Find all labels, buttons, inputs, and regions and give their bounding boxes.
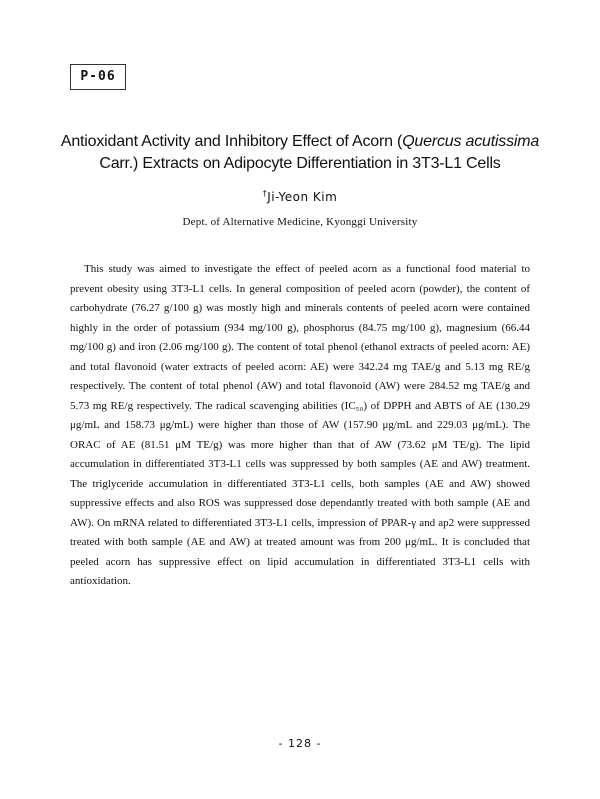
title-line2: Carr.) Extracts on Adipocyte Differentiation in 3T3-L1 Cells xyxy=(99,155,501,172)
author-line xyxy=(150,188,450,206)
poster-code-box xyxy=(70,64,126,90)
abstract-body: This study was aimed to investigate the effect of peeled acorn as a functional food material to prevent obesity using 3T3-L1 cells. In general composition of peeled acorn (powder), the content of carbohydrate (76.27 g/100 g) was mostly high and minerals contents of peeled acorn were contained highly in the order of potassium (934 mg/100 g), phosphorus (84.75 mg/100 g), magnesium (66.44 mg/100 g) and iron (2.06 mg/100 g). The content of total phenol (ethanol extracts of peeled acorn: AE) and total flavonoid (water extracts of peeled acorn: AE) were 342.24 mg TAE/g and 5.13 mg RE/g respectively. The content of total phenol (AW) and total flavonoid (AW) were 284.52 mg TAE/g and 5.73 mg RE/g respectively. The radical scavenging abilities (IC₅₀) of DPPH and ABTS of AE (130.29 μg/mL and 158.73 μg/mL) were higher than those of AW (157.90 μg/mL and 229.03 μg/mL). The ORAC of AE (81.51 μM TE/g) was more higher than that of AW (73.62 μM TE/g). The lipid accumulation in differentiated 3T3-L1 cells was suppressed by both samples (AE and AW) treatment. The triglyceride accumulation in differentiated 3T3-L1 cells, both samples (AE and AW) showed suppressive effects and also ROS was suppressed dose dependantly treated with both sample (AE and AW). On mRNA related to differentiated 3T3-L1 cells, impression of PPAR-γ and ap2 were suppressed treated with both sample (AE and AW) at treated amount was from 200 μg/mL. It is concluded that peeled acorn has suppressive effect on lipid accumulation in differentiated 3T3-L1 cells with antioxidation. xyxy=(70,263,530,587)
author-affiliation: Dept. of Alternative Medicine, Kyonggi University xyxy=(182,216,418,228)
title-line1-part1: Antioxidant Activity and Inhibitory Effect of Acorn ( xyxy=(60,133,403,150)
paper-title xyxy=(40,131,560,175)
author-name: Ji-Yeon Kim xyxy=(267,190,338,204)
corresponding-author-mark: † xyxy=(262,189,268,198)
title-species-name: Quercus acutissima xyxy=(402,133,540,150)
page-number: - 128 - xyxy=(278,737,322,750)
poster-code: P-06 xyxy=(80,69,116,84)
